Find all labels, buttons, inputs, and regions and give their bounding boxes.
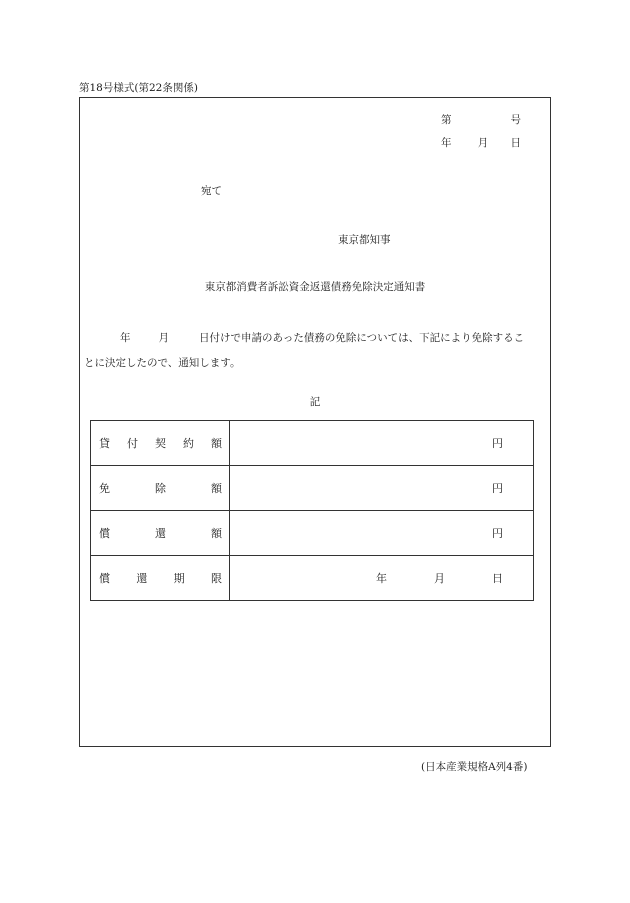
body-year: 年	[120, 332, 131, 344]
body-line-1	[84, 326, 550, 351]
document-number-line	[441, 112, 521, 127]
repayment-deadline-value	[230, 556, 534, 601]
body-month: 月	[158, 332, 169, 344]
exemption-amount-value	[230, 466, 534, 511]
issue-year: 年	[441, 137, 452, 149]
label-char: 額	[211, 527, 222, 540]
paper-size-note: (日本産業規格A列4番)	[421, 761, 528, 773]
body-line-2: とに決定したので、通知します。	[84, 357, 241, 369]
deadline-month: 月	[434, 572, 445, 585]
body-text	[84, 326, 550, 376]
table-row	[91, 556, 534, 601]
label-char: 額	[211, 482, 222, 495]
label-char: 還	[136, 572, 148, 585]
label-char: 貸	[99, 437, 110, 450]
body-line-1-text: 日付けで申請のあった債務の免除については、下記により免除するこ	[199, 332, 525, 344]
deadline-date	[376, 570, 503, 586]
deadline-year: 年	[376, 572, 387, 585]
number-suffix: 号	[510, 114, 521, 126]
label-char: 除	[155, 482, 166, 495]
label-char: 約	[183, 437, 194, 450]
issue-month: 月	[477, 137, 489, 149]
label-char: 契	[155, 437, 166, 450]
issue-day: 日	[510, 137, 521, 149]
label-char: 免	[99, 482, 110, 495]
note-heading: 記	[309, 396, 321, 408]
repayment-amount-value	[230, 511, 534, 556]
addressee: 宛て	[201, 185, 222, 197]
label-char: 償	[99, 527, 110, 540]
yen-unit: 円	[492, 482, 503, 495]
yen-unit: 円	[492, 527, 503, 540]
table-row	[91, 511, 534, 556]
deadline-day: 日	[492, 572, 503, 585]
repayment-amount-label	[91, 511, 230, 556]
loan-contract-amount-label	[91, 421, 230, 466]
number-prefix: 第	[441, 114, 452, 126]
loan-contract-amount-value	[230, 421, 534, 466]
label-char: 額	[211, 437, 222, 450]
repayment-deadline-label	[91, 556, 230, 601]
exemption-amount-label	[91, 466, 230, 511]
label-char: 付	[127, 437, 138, 450]
table-row	[91, 466, 534, 511]
document-title: 東京都消費者訴訟資金返還債務免除決定通知書	[204, 281, 426, 293]
issue-date-line	[441, 135, 521, 150]
form-number-label: 第18号様式(第22条関係)	[79, 82, 198, 94]
label-char: 期	[173, 572, 185, 585]
details-table	[90, 420, 534, 601]
label-char: 還	[155, 527, 166, 540]
yen-unit: 円	[492, 437, 503, 450]
label-char: 限	[210, 572, 222, 585]
label-char: 償	[99, 572, 110, 585]
issuer-name: 東京都知事	[338, 234, 391, 246]
table-row	[91, 421, 534, 466]
